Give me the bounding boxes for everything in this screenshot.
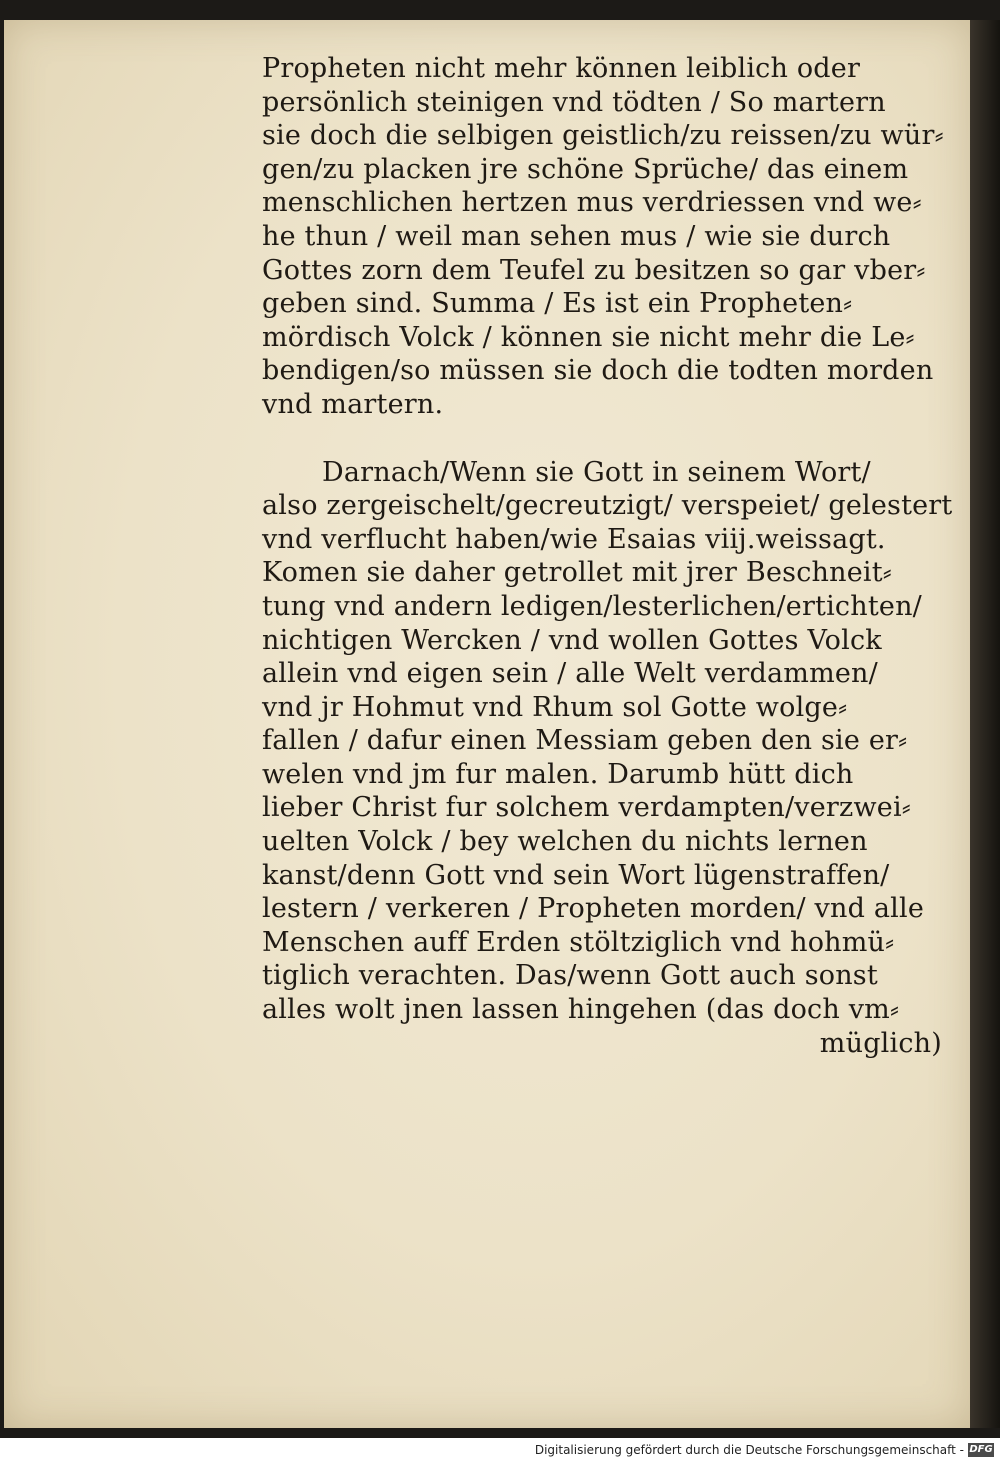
text-line: vnd martern. [262,388,444,420]
text-line: Menschen auff Erden stöltziglich vnd hohmü⸗ [262,926,895,958]
catchword: müglich) [819,1027,942,1059]
text-line: Propheten nicht mehr können leiblich oder [262,53,861,84]
footer-bar [0,1438,1000,1464]
text-line: Darnach/Wenn sie Gott in seinem Wort/ [322,456,871,488]
text-line: fallen / dafur einen Messiam geben den sie er⸗ [262,725,908,757]
funding-notice: Digitalisierung gefördert durch die Deutsche Forschungsgemeinschaft - [534,1443,964,1457]
text-line: nichtigen Wercken / vnd wollen Gottes Volck [262,624,882,656]
text-line: allein vnd eigen sein / alle Welt verdammen/ [262,658,878,690]
text-line: bendigen/so müssen sie doch die todten morden [262,355,934,387]
paragraph-2 [262,456,953,1027]
text-line: tiglich verachten. Das/wenn Gott auch sonst [262,960,878,992]
text-line: lestern / verkeren / Propheten morden/ vnd alle [262,893,925,925]
text-line: tung vnd andern ledigen/lesterlichen/ertichten/ [262,590,922,622]
text-line: persönlich steinigen vnd tödten / So martern [262,86,886,118]
text-line: sie doch die selbigen geistlich/zu reissen/zu wür⸗ [262,120,944,152]
text-line: gen/zu placken jre schöne Sprüche/ das einem [262,153,909,185]
text-line: lieber Christ fur solchem verdampten/verzwei⸗ [262,792,911,824]
text-line: Komen sie daher getrollet mit jrer Beschneit⸗ [262,557,892,589]
text-line: Gottes zorn dem Teufel zu besitzen so gar vber⸗ [262,254,926,286]
text-line: he thun / weil man sehen mus / wie sie durch [262,220,891,252]
text-line: welen vnd jm fur malen. Darumb hütt dich [262,758,854,790]
text-line: mördisch Volck / können sie nicht mehr die Le⸗ [262,321,915,353]
text-line: also zergeischelt/gecreutzigt/ verspeiet/ gelestert [262,490,953,522]
text-line: uelten Volck / bey welchen du nichts lernen [262,826,868,858]
text-line: vnd jr Hohmut vnd Rhum sol Gotte wolge⸗ [262,691,848,723]
dfg-logo: DFG [969,1444,993,1455]
text-line: geben sind. Summa / Es ist ein Propheten⸗ [262,288,853,320]
text-line: alles wolt jnen lassen hingehen (das doch vm⸗ [262,994,900,1026]
book-edge [970,20,1000,1428]
paragraph-gap [262,422,942,456]
text-line: menschlichen hertzen mus verdriessen vnd we⸗ [262,187,922,219]
text-line: vnd verflucht haben/wie Esaias viij.weissagt. [262,523,886,555]
page-text [262,52,953,1060]
paragraph-1 [262,52,942,422]
text-line: kanst/denn Gott vnd sein Wort lügenstraffen/ [262,859,890,891]
